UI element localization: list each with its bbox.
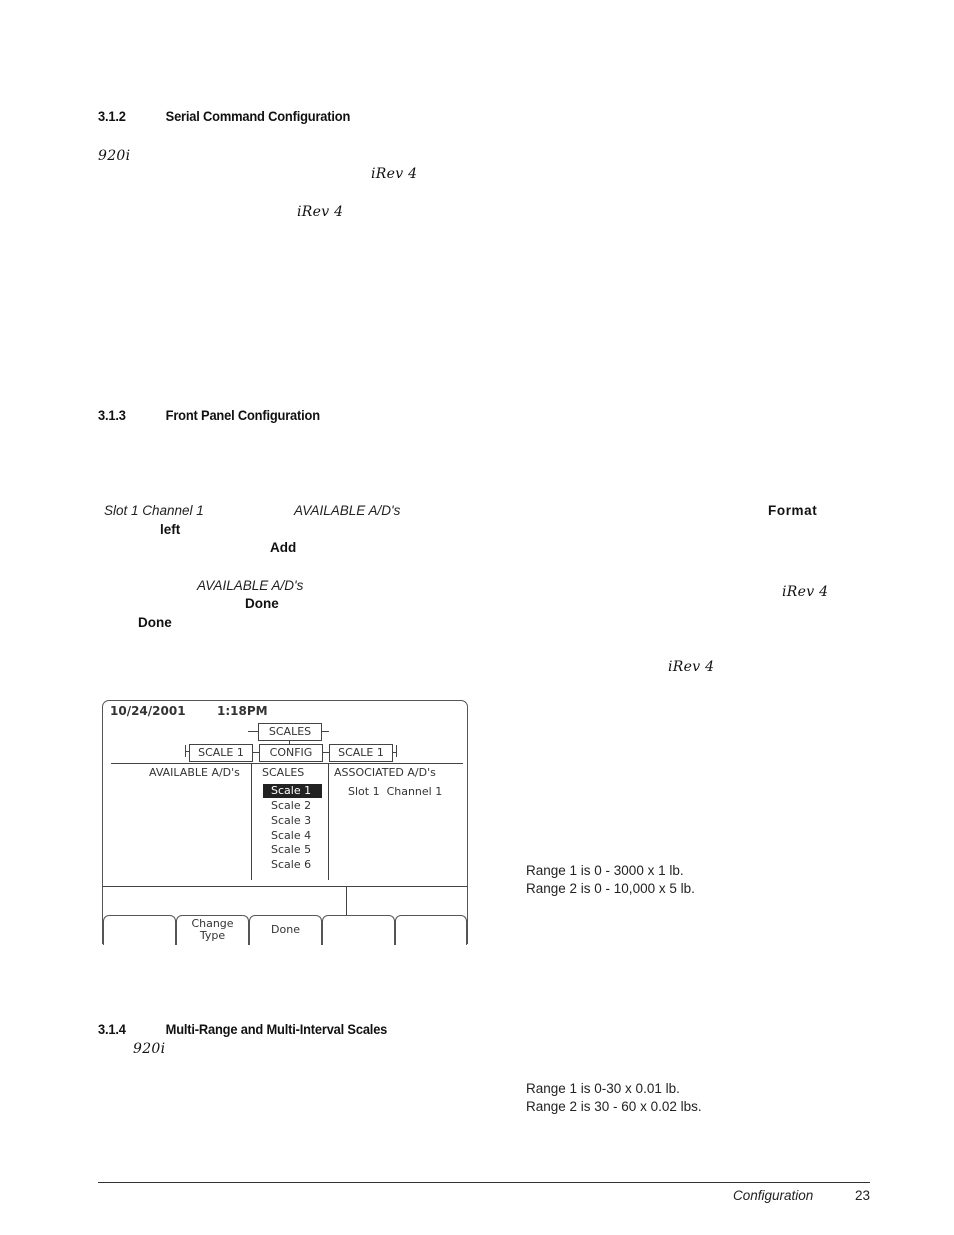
footer-page-number: 23 [855, 1188, 871, 1203]
text-available-ads: AVAILABLE A/D's [294, 503, 401, 518]
text-left-key: left [160, 522, 181, 537]
text-irev-4: iRev 4 [371, 166, 418, 182]
softkey-1[interactable] [103, 915, 176, 945]
text-irev-4: iRev 4 [668, 659, 715, 675]
screen-time: 1:18PM [217, 704, 268, 718]
section-number: 3.1.4 [98, 1021, 126, 1037]
section-number: 3.1.3 [98, 407, 126, 423]
scale-list-item[interactable]: Scale 5 [271, 843, 312, 856]
tree-connector [252, 752, 259, 753]
status-separator [103, 886, 467, 887]
tree-connector [322, 752, 329, 753]
softkey-done[interactable]: Done [249, 915, 322, 945]
text-format-key: Format [768, 503, 818, 518]
text-920i: 920i [133, 1041, 166, 1057]
softkey-4[interactable] [322, 915, 395, 945]
text-920i: 920i [98, 148, 131, 164]
column-divider [328, 763, 329, 880]
config-menu-box: CONFIG [259, 744, 323, 762]
scale-list-item[interactable]: Scale 6 [271, 858, 312, 871]
associated-ad-item[interactable]: Slot 1 Channel 1 [348, 785, 443, 798]
scale-list-item[interactable]: Scale 3 [271, 814, 312, 827]
text-add-key: Add [270, 540, 297, 555]
tree-connector [321, 731, 329, 732]
section-3-1-2-heading [98, 108, 350, 124]
section-number: 3.1.2 [98, 108, 126, 124]
scale-list-item[interactable]: Scale 4 [271, 829, 312, 842]
section-3-1-3-heading [98, 407, 320, 423]
scale-right-box: SCALE 1 [329, 744, 393, 762]
scales-menu-box: SCALES [258, 723, 322, 741]
column-associated-ads: ASSOCIATED A/D's [334, 766, 436, 779]
footer-section-name: Configuration [733, 1188, 814, 1203]
section-title: Serial Command Configuration [165, 108, 351, 124]
section-3-1-4-heading [98, 1021, 387, 1037]
tree-connector [396, 745, 397, 757]
range-example-line: Range 1 is 0 - 3000 x 1 lb. [526, 863, 684, 878]
softkey-5[interactable] [395, 915, 467, 945]
text-slot-channel: Slot 1 Channel 1 [104, 503, 204, 518]
scale-list-item-selected[interactable]: Scale 1 [263, 784, 322, 798]
section-title: Multi-Range and Multi-Interval Scales [165, 1021, 388, 1037]
softkey-change-type[interactable]: Change Type [176, 915, 249, 945]
scale-list-item[interactable]: Scale 2 [271, 799, 312, 812]
tree-connector [248, 731, 258, 732]
header-separator [111, 763, 463, 764]
column-divider [251, 763, 252, 880]
indicator-screen-figure [102, 700, 468, 944]
range-example-line: Range 2 is 0 - 10,000 x 5 lb. [526, 881, 695, 896]
text-done-key: Done [138, 615, 172, 630]
status-divider [346, 886, 347, 915]
footer-rule [98, 1182, 870, 1183]
text-irev-4: iRev 4 [297, 204, 344, 220]
range-example-line: Range 2 is 30 - 60 x 0.02 lbs. [526, 1099, 702, 1114]
column-scales: SCALES [262, 766, 305, 779]
range-example-line: Range 1 is 0-30 x 0.01 lb. [526, 1081, 680, 1096]
scale-left-box: SCALE 1 [189, 744, 253, 762]
text-done-key: Done [245, 596, 279, 611]
text-irev-4: iRev 4 [782, 584, 829, 600]
text-available-ads: AVAILABLE A/D's [197, 578, 304, 593]
section-title: Front Panel Configuration [165, 407, 320, 423]
screen-date: 10/24/2001 [110, 704, 186, 718]
column-available-ads: AVAILABLE A/D's [149, 766, 240, 779]
